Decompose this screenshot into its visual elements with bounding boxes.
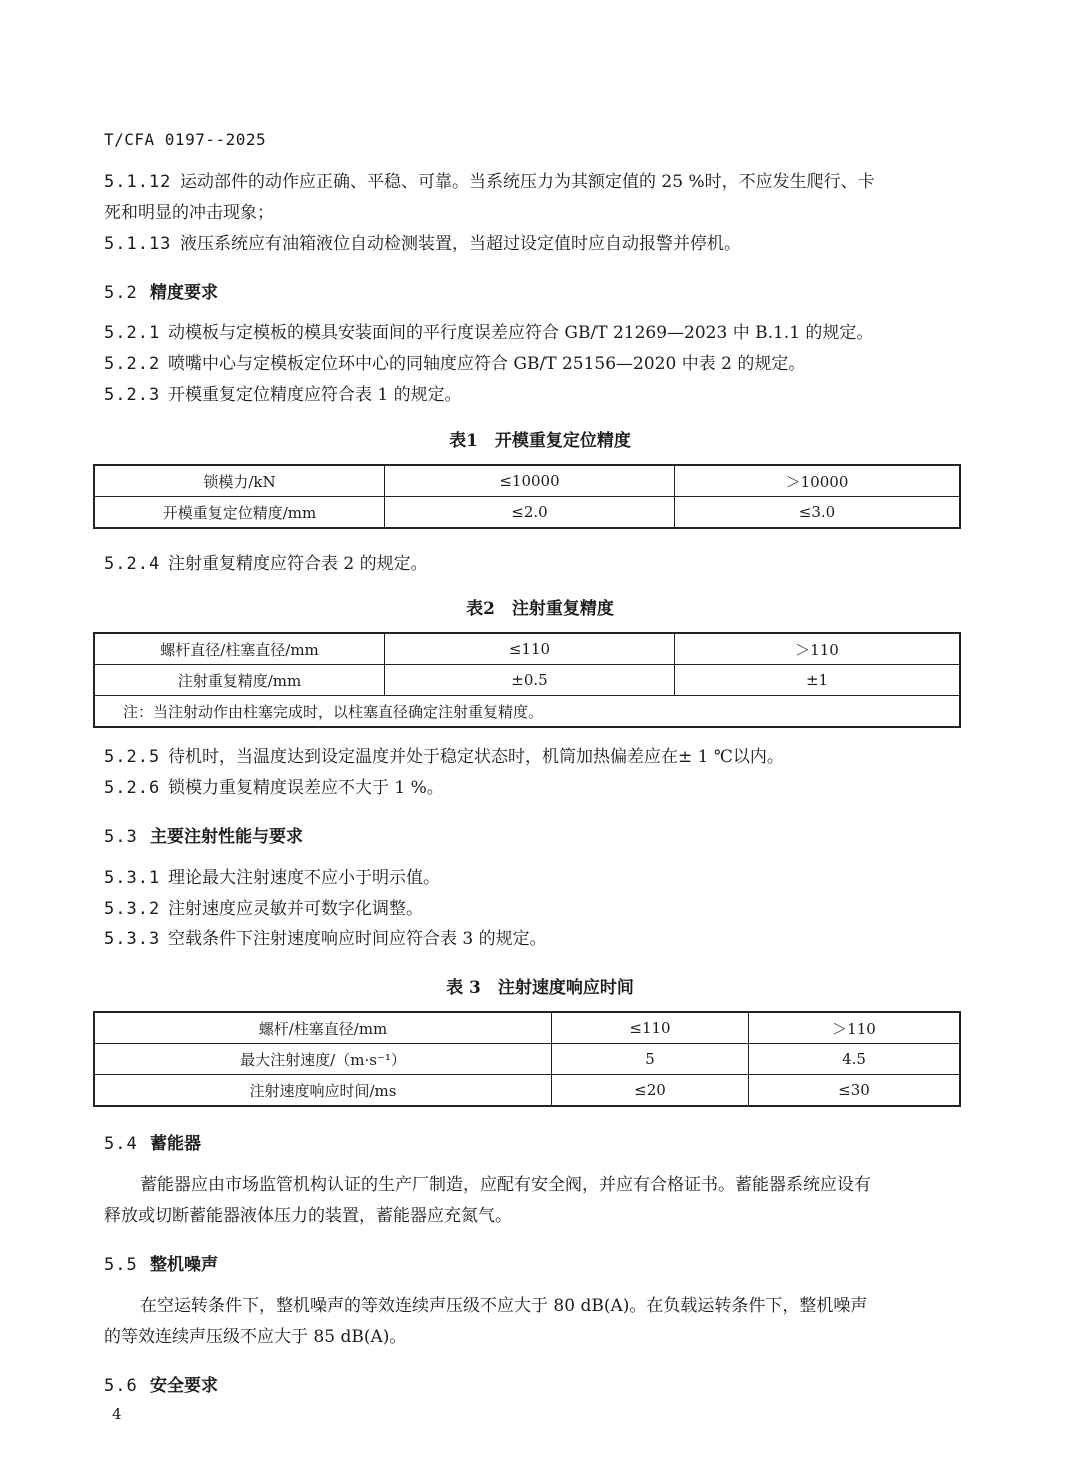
clause-text: 注射速度应灵敏并可数字化调整。 [168,899,423,919]
clause-text: 待机时，当温度达到设定温度并处于稳定状态时，机筒加热偏差应在± 1 ℃以内。 [168,747,784,767]
clause-5-3-3 [104,928,547,950]
paragraph-5-5-line-1: 在空运转条件下，整机噪声的等效连续声压级不应大于 80 dB(A)。在负载运转条件下，整机噪声 [140,1296,868,1316]
clause-number: 5.2.3 [104,385,161,405]
table-3-caption: 表 3 注射速度响应时间 [446,978,634,998]
clause-5-2-1 [104,322,873,344]
section-heading-5-4 [104,1129,201,1154]
table-row [94,665,960,696]
table-2 [93,632,961,728]
section-number: 5.5 [104,1255,138,1275]
clause-5-3-1 [104,867,440,889]
section-title: 安全要求 [150,1376,218,1396]
section-title: 精度要求 [150,283,218,303]
section-title: 主要注射性能与要求 [150,827,303,847]
section-heading-5-6 [104,1371,218,1396]
table-row [94,497,960,529]
table-row [94,465,960,497]
clause-5-1-12-cont: 死和明显的冲击现象； [104,203,274,223]
clause-text: 运动部件的动作应正确、平稳、可靠。当系统压力为其额定值的 25 %时，不应发生爬行、卡 [180,172,875,192]
table-cell: 5 [552,1044,749,1075]
table-cell: 螺杆/柱塞直径/mm [94,1012,552,1044]
table-note: 注：当注射动作由柱塞完成时，以柱塞直径确定注射重复精度。 [94,696,960,728]
section-title: 整机噪声 [150,1255,218,1275]
table-cell: ＞10000 [675,465,961,497]
table-row [94,1075,960,1107]
table-cell: ≤2.0 [385,497,675,529]
clause-number: 5.3.2 [104,899,161,919]
table-cell: ±0.5 [385,665,675,696]
clause-5-2-4 [104,553,428,575]
paragraph-5-4-line-1: 蓄能器应由市场监管机构认证的生产厂制造，应配有安全阀，并应有合格证书。蓄能器系统应设有 [140,1175,871,1195]
paragraph-5-4-line-2: 释放或切断蓄能器液体压力的装置，蓄能器应充氮气。 [104,1206,512,1226]
clause-number: 5.1.12 [104,172,172,192]
clause-5-1-12 [104,171,875,193]
table-cell: 注射速度响应时间/ms [94,1075,552,1107]
table-cell: 螺杆直径/柱塞直径/mm [94,633,385,665]
table-cell: 4.5 [749,1044,961,1075]
paragraph-5-5-line-2: 的等效连续声压级不应大于 85 dB(A)。 [104,1327,407,1347]
table-2-caption: 表2 注射重复精度 [466,599,614,619]
clause-number: 5.3.3 [104,929,161,949]
table-cell: 锁模力/kN [94,465,385,497]
table-1 [93,464,961,529]
clause-text: 理论最大注射速度不应小于明示值。 [168,868,440,888]
table-cell: 注射重复精度/mm [94,665,385,696]
clause-number: 5.2.5 [104,747,161,767]
clause-text: 喷嘴中心与定模板定位环中心的同轴度应符合 GB/T 25156—2020 中表 2 的规定。 [168,354,806,374]
clause-text: 动模板与定模板的模具安装面间的平行度误差应符合 GB/T 21269—2023 中 B.1.1 的规定。 [168,323,874,343]
table-3 [93,1011,961,1107]
clause-5-3-2 [104,898,423,920]
section-heading-5-3 [104,822,303,847]
clause-text: 开模重复定位精度应符合表 1 的规定。 [168,385,462,405]
table-cell: ≤20 [552,1075,749,1107]
clause-text: 注射重复精度应符合表 2 的规定。 [168,554,428,574]
clause-text: 空载条件下注射速度响应时间应符合表 3 的规定。 [168,929,547,949]
section-heading-5-5 [104,1250,218,1275]
standard-id: T/CFA 0197--2025 [104,130,267,149]
table-1-caption: 表1 开模重复定位精度 [449,431,631,451]
clause-number: 5.1.13 [104,234,172,254]
section-number: 5.6 [104,1376,138,1396]
section-title: 蓄能器 [150,1134,201,1154]
section-heading-5-2 [104,278,218,303]
table-cell: ＞110 [749,1012,961,1044]
table-cell: ≤110 [552,1012,749,1044]
clause-5-2-6 [104,777,444,799]
table-note-row [94,696,960,728]
table-cell: ≤10000 [385,465,675,497]
clause-number: 5.2.6 [104,778,161,798]
section-number: 5.2 [104,283,138,303]
table-row [94,1044,960,1075]
clause-number: 5.3.1 [104,868,161,888]
table-cell: ≤3.0 [675,497,961,529]
clause-5-1-13 [104,233,741,255]
clause-number: 5.2.2 [104,354,161,374]
clause-number: 5.2.4 [104,554,161,574]
table-cell: ±1 [675,665,961,696]
table-cell: ≤110 [385,633,675,665]
table-cell: 最大注射速度/（m·s⁻¹） [94,1044,552,1075]
clause-text: 液压系统应有油箱液位自动检测装置，当超过设定值时应自动报警并停机。 [180,234,741,254]
section-number: 5.4 [104,1134,138,1154]
table-row [94,1012,960,1044]
table-row [94,633,960,665]
page-number: 4 [112,1405,122,1423]
clause-5-2-3 [104,384,462,406]
table-cell: 开模重复定位精度/mm [94,497,385,529]
clause-number: 5.2.1 [104,323,161,343]
section-number: 5.3 [104,827,138,847]
table-cell: ≤30 [749,1075,961,1107]
clause-text: 锁模力重复精度误差应不大于 1 %。 [168,778,444,798]
clause-5-2-5 [104,746,784,768]
table-cell: ＞110 [675,633,961,665]
clause-5-2-2 [104,353,805,375]
